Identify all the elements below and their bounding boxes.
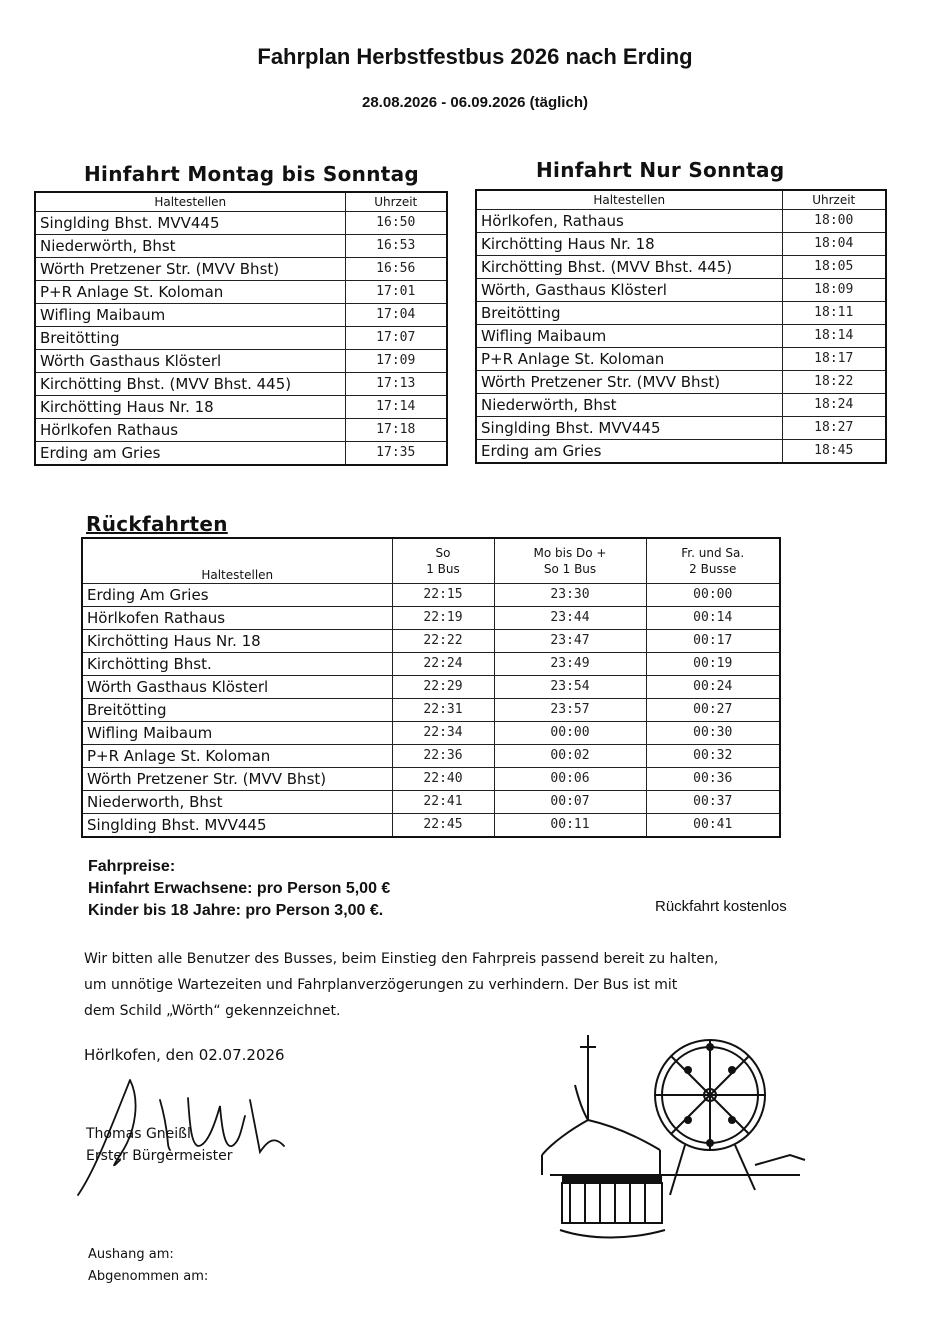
departure-time: 22:29 [392, 676, 494, 699]
departure-time: 17:07 [345, 327, 447, 350]
departure-time: 18:17 [782, 348, 886, 371]
departure-time: 00:37 [646, 791, 780, 814]
stop-name: Kirchötting Bhst. (MVV Bhst. 445) [35, 373, 345, 396]
departure-time: 22:41 [392, 791, 494, 814]
table-row [476, 371, 886, 394]
table-row [476, 256, 886, 279]
stop-name: Kirchötting Bhst. (MVV Bhst. 445) [476, 256, 782, 279]
departure-time: 22:45 [392, 814, 494, 838]
outbound-daily-table [34, 191, 448, 466]
departure-time: 18:27 [782, 417, 886, 440]
departure-time: 00:00 [494, 722, 646, 745]
stop-name: Breitötting [82, 699, 392, 722]
signatory [86, 1123, 233, 1167]
fare-adult: Hinfahrt Erwachsene: pro Person 5,00 € [88, 880, 391, 897]
departure-time: 23:54 [494, 676, 646, 699]
departure-time: 18:22 [782, 371, 886, 394]
departure-time: 18:14 [782, 325, 886, 348]
stop-name: Kirchötting Haus Nr. 18 [35, 396, 345, 419]
departure-time: 00:00 [646, 584, 780, 607]
departure-time: 22:40 [392, 768, 494, 791]
stop-name: Singlding Bhst. MVV445 [82, 814, 392, 838]
stop-name: Erding am Gries [476, 440, 782, 464]
table-row [82, 814, 780, 838]
table-row [476, 279, 886, 302]
table-row [35, 258, 447, 281]
stop-name: P+R Anlage St. Koloman [82, 745, 392, 768]
departure-time: 00:41 [646, 814, 780, 838]
header-stops: Haltestellen [35, 192, 345, 212]
table-row [476, 210, 886, 233]
departure-time: 18:09 [782, 279, 886, 302]
stop-name: Wörth Pretzener Str. (MVV Bhst) [476, 371, 782, 394]
fairground-illustration [540, 1025, 810, 1250]
departure-time: 17:14 [345, 396, 447, 419]
departure-time: 16:56 [345, 258, 447, 281]
departure-time: 00:11 [494, 814, 646, 838]
table-row [35, 281, 447, 304]
table-row [82, 768, 780, 791]
stop-name: Wifling Maibaum [35, 304, 345, 327]
table-row [35, 350, 447, 373]
notice-line: um unnötige Wartezeiten und Fahrplanverzögerungen zu verhindern. Der Bus ist mit [84, 977, 678, 993]
table-row [35, 442, 447, 466]
stop-name: Wörth, Gasthaus Klösterl [476, 279, 782, 302]
departure-time: 16:53 [345, 235, 447, 258]
table-row [35, 396, 447, 419]
departure-time: 16:50 [345, 212, 447, 235]
table-row [82, 676, 780, 699]
table-row [476, 394, 886, 417]
stop-name: Erding am Gries [35, 442, 345, 466]
departure-time: 00:07 [494, 791, 646, 814]
table-row [476, 417, 886, 440]
table-row [35, 304, 447, 327]
stop-name: Erding Am Gries [82, 584, 392, 607]
notice-line: dem Schild „Wörth“ gekennzeichnet. [84, 1003, 341, 1019]
abgenommen-label: Abgenommen am: [88, 1269, 209, 1284]
table-row [82, 791, 780, 814]
table-row [82, 699, 780, 722]
departure-time: 23:44 [494, 607, 646, 630]
header-time: Uhrzeit [345, 192, 447, 212]
stop-name: Singlding Bhst. MVV445 [476, 417, 782, 440]
departure-time: 17:01 [345, 281, 447, 304]
departure-time: 17:13 [345, 373, 447, 396]
departure-time: 23:57 [494, 699, 646, 722]
table-row [82, 722, 780, 745]
table-row [476, 348, 886, 371]
departure-time: 00:24 [646, 676, 780, 699]
departure-time: 18:00 [782, 210, 886, 233]
stop-name: Kirchötting Haus Nr. 18 [82, 630, 392, 653]
table-row [476, 440, 886, 464]
stop-name: Kirchötting Bhst. [82, 653, 392, 676]
departure-time: 22:19 [392, 607, 494, 630]
table-row [35, 235, 447, 258]
header-sunday: So 1 Bus [392, 538, 494, 584]
header-fri-sat: Fr. und Sa. 2 Busse [646, 538, 780, 584]
departure-time: 18:04 [782, 233, 886, 256]
departure-time: 00:19 [646, 653, 780, 676]
notice-text [84, 946, 844, 1024]
posting-footer [88, 1244, 208, 1288]
departure-time: 17:18 [345, 419, 447, 442]
table-row [35, 419, 447, 442]
departure-time: 22:34 [392, 722, 494, 745]
stop-name: Kirchötting Haus Nr. 18 [476, 233, 782, 256]
fares-block [88, 856, 390, 922]
departure-time: 18:11 [782, 302, 886, 325]
stop-name: Wifling Maibaum [82, 722, 392, 745]
fares-heading: Fahrpreise: [88, 858, 176, 875]
table-row [476, 325, 886, 348]
header-stops: Haltestellen [476, 190, 782, 210]
table-row [476, 302, 886, 325]
stop-name: Hörlkofen Rathaus [35, 419, 345, 442]
outbound-sunday-table [475, 189, 887, 464]
header-mon-thu: Mo bis Do + So 1 Bus [494, 538, 646, 584]
departure-time: 22:24 [392, 653, 494, 676]
stop-name: Hörlkofen, Rathaus [476, 210, 782, 233]
table-row [35, 373, 447, 396]
table-row [82, 607, 780, 630]
departure-time: 23:30 [494, 584, 646, 607]
departure-time: 22:15 [392, 584, 494, 607]
departure-time: 00:17 [646, 630, 780, 653]
outbound-sunday-heading: Hinfahrt Nur Sonntag [536, 158, 785, 182]
date-range: 28.08.2026 - 06.09.2026 (täglich) [362, 94, 588, 111]
table-header-row [82, 538, 780, 584]
header-time: Uhrzeit [782, 190, 886, 210]
signatory-name: Thomas Gneißl [86, 1126, 191, 1142]
stop-name: Niederwörth, Bhst [35, 235, 345, 258]
stop-name: P+R Anlage St. Koloman [35, 281, 345, 304]
aushang-label: Aushang am: [88, 1247, 174, 1262]
departure-time: 18:05 [782, 256, 886, 279]
stop-name: Wifling Maibaum [476, 325, 782, 348]
table-header-row [35, 192, 447, 212]
stop-name: Breitötting [35, 327, 345, 350]
departure-time: 22:31 [392, 699, 494, 722]
table-row [82, 584, 780, 607]
header-stops: Haltestellen [82, 538, 392, 584]
departure-time: 17:09 [345, 350, 447, 373]
stop-name: Wörth Pretzener Str. (MVV Bhst) [82, 768, 392, 791]
table-row [82, 745, 780, 768]
departure-time: 22:36 [392, 745, 494, 768]
place-date: Hörlkofen, den 02.07.2026 [84, 1046, 285, 1064]
departure-time: 23:49 [494, 653, 646, 676]
departure-time: 00:06 [494, 768, 646, 791]
departure-time: 17:35 [345, 442, 447, 466]
departure-time: 18:24 [782, 394, 886, 417]
fare-child: Kinder bis 18 Jahre: pro Person 3,00 €. [88, 902, 384, 919]
outbound-daily-heading: Hinfahrt Montag bis Sonntag [84, 162, 420, 186]
stop-name: Hörlkofen Rathaus [82, 607, 392, 630]
signatory-role: Erster Bürgermeister [86, 1148, 233, 1164]
table-row [35, 212, 447, 235]
return-table [81, 537, 781, 838]
stop-name: Singlding Bhst. MVV445 [35, 212, 345, 235]
departure-time: 22:22 [392, 630, 494, 653]
table-row [82, 630, 780, 653]
departure-time: 00:36 [646, 768, 780, 791]
departure-time: 23:47 [494, 630, 646, 653]
departure-time: 00:30 [646, 722, 780, 745]
stop-name: Wörth Gasthaus Klösterl [35, 350, 345, 373]
departure-time: 00:32 [646, 745, 780, 768]
table-row [476, 233, 886, 256]
stop-name: P+R Anlage St. Koloman [476, 348, 782, 371]
stop-name: Wörth Gasthaus Klösterl [82, 676, 392, 699]
departure-time: 17:04 [345, 304, 447, 327]
notice-line: Wir bitten alle Benutzer des Busses, beim Einstieg den Fahrpreis passend bereit zu halten, [84, 951, 719, 967]
page-title: Fahrplan Herbstfestbus 2026 nach Erding [257, 44, 693, 69]
stop-name: Niederwörth, Bhst [476, 394, 782, 417]
stop-name: Niederworth, Bhst [82, 791, 392, 814]
table-header-row [476, 190, 886, 210]
departure-time: 00:14 [646, 607, 780, 630]
return-heading: Rückfahrten [86, 512, 228, 536]
table-row [35, 327, 447, 350]
return-free-note: Rückfahrt kostenlos [655, 898, 787, 915]
table-row [82, 653, 780, 676]
stop-name: Wörth Pretzener Str. (MVV Bhst) [35, 258, 345, 281]
departure-time: 00:02 [494, 745, 646, 768]
departure-time: 00:27 [646, 699, 780, 722]
departure-time: 18:45 [782, 440, 886, 464]
stop-name: Breitötting [476, 302, 782, 325]
